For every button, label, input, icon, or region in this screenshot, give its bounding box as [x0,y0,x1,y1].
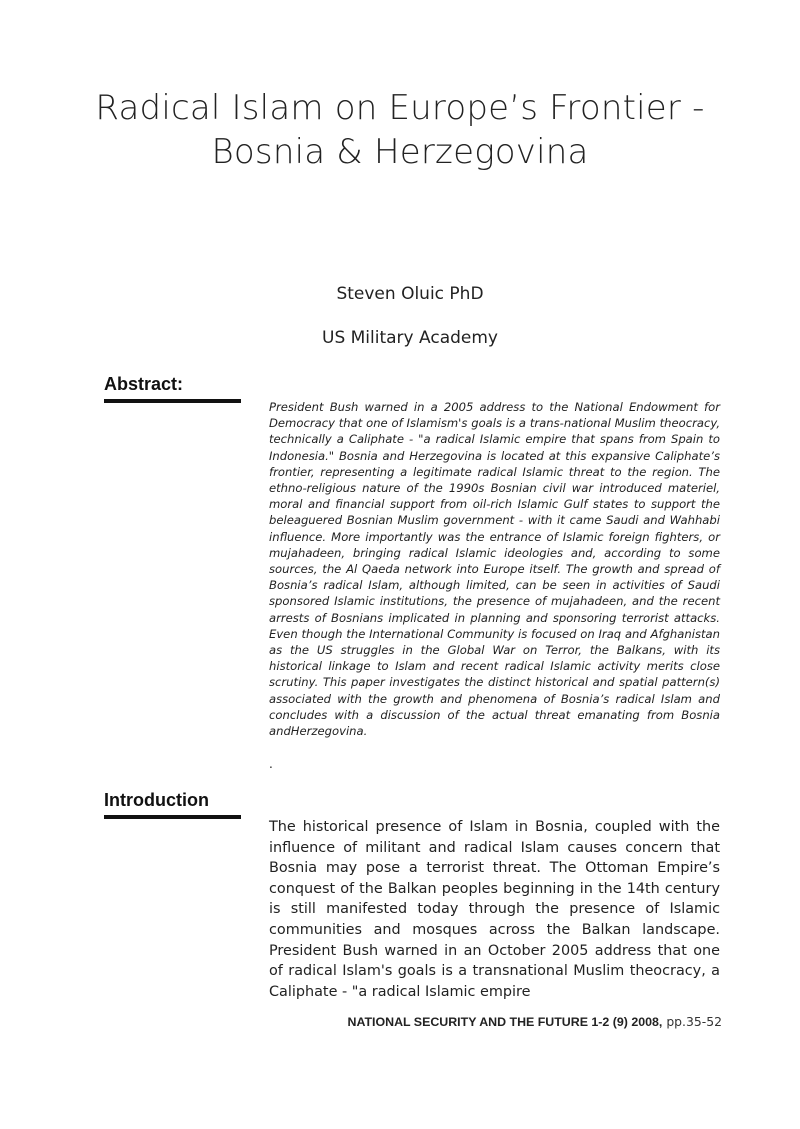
introduction-text: The historical presence of Islam in Bosnia, coupled with the influence of militant and radical Islam causes concern that Bosnia may pose a terrorist threat. The Ottoman Empire’s conquest of the Balkan peoples beginning in the 14th century is still manifested today through the presence of Islamic communities and mosques across the Balkan landscape. President Bush warned in an October 2005 address that one of radical Islam's goals is a transnational Muslim theocracy, a Caliphate - "a radical Islamic empire [269,819,720,1000]
footer-journal: NATIONAL SECURITY AND THE FUTURE 1-2 (9) 2008, [347,1015,663,1029]
author-name: Steven Oluic PhD [336,284,484,304]
author-affiliation: US Military Academy [322,328,498,348]
abstract-trailing-dot: . [269,757,273,771]
introduction-heading: Introduction [104,790,241,819]
footer-pages: pp.35-52 [666,1014,722,1029]
page-footer [0,1014,722,1029]
paper-title [0,86,800,174]
title-line-2: Bosnia & Herzegovina [211,132,589,172]
abstract-text: President Bush warned in a 2005 address to the National Endowment for Democracy that one of Islamism's goals is a trans-national Muslim theocracy, technically a Caliphate - "a radical Islamic empire that spans from Spain to Indonesia." Bosnia and Herzegovina is located at this expansive Caliphate’s frontier, representing a legitimate radical Islamic threat to the region. The ethno-religious nature of the 1990s Bosnian civil war introduced materiel, moral and financial support from oil-rich Islamic Gulf states to support the beleaguered Bosnian Muslim government - with it came Saudi and Wahhabi influence. More importantly was the entrance of Islamic foreign fighters, or mujahadeen, bringing radical Islamic ideologies and, according to some sources, the Al Qaeda network into Europe itself. The growth and spread of Bosnia’s radical Islam, although limited, can be seen in activities of Saudi sponsored Islamic institutions, the presence of mujahadeen, and the recent arrests of Bosnians implicated in planning and sponsoring terrorist attacks. Even though the International Community is focused on Iraq and Afghanistan as the US struggles in the Global War on Terror, the Balkans, with its historical linkage to Islam and recent radical Islamic activity merits close scrutiny. This paper investigates the distinct historical and spatial pattern(s) associated with the growth and phenomena of Bosnia’s radical Islam and concludes with a discussion of the actual threat emanating from Bosnia andHerzegovina. [269,400,720,739]
abstract-heading: Abstract: [104,374,241,403]
title-line-1: Radical Islam on Europe’s Frontier - [95,88,705,128]
